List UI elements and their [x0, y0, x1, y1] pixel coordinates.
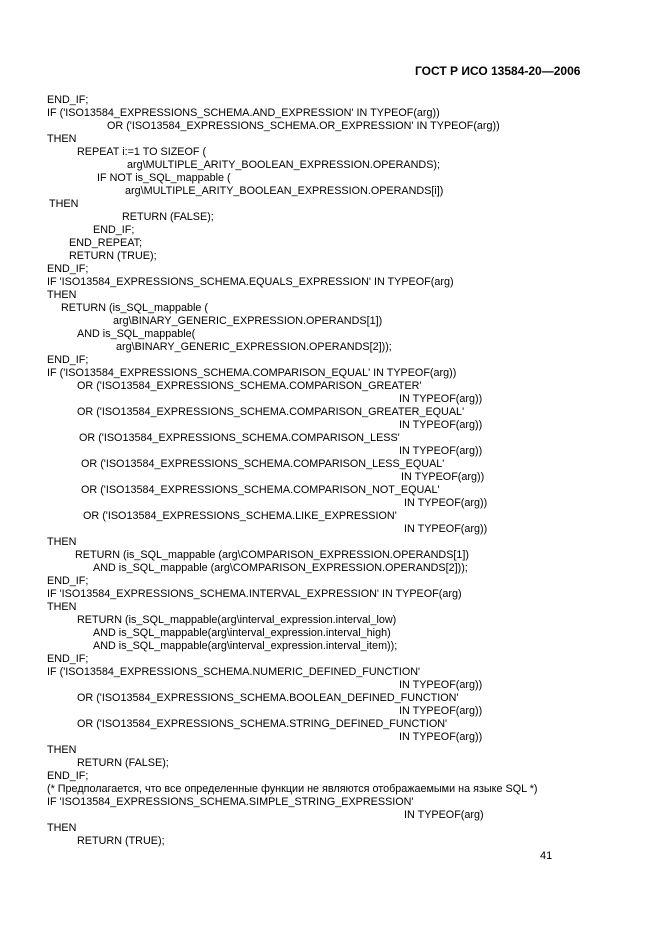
document-header: ГОСТ Р ИСО 13584-20—2006: [415, 64, 581, 78]
code-line: RETURN (TRUE);: [77, 835, 165, 847]
code-line: END_IF;: [47, 263, 89, 275]
code-line: THEN: [47, 822, 77, 834]
code-line: END_REPEAT;: [69, 237, 142, 249]
code-line: IN TYPEOF(arg)): [399, 445, 483, 457]
code-line: OR ('ISO13584_EXPRESSIONS_SCHEMA.BOOLEAN_DEFINED_FUNCTION': [77, 692, 459, 704]
code-line: AND is_SQL_mappable (arg\COMPARISON_EXPRESSION.OPERANDS[2]));: [93, 562, 468, 574]
code-line: arg\MULTIPLE_ARITY_BOOLEAN_EXPRESSION.OPERANDS[i]): [125, 185, 444, 197]
code-line: RETURN (FALSE);: [77, 757, 169, 769]
code-line: IN TYPEOF(arg): [404, 809, 484, 821]
code-line: IF NOT is_SQL_mappable (: [97, 172, 231, 184]
code-line: OR ('ISO13584_EXPRESSIONS_SCHEMA.COMPARISON_NOT_EQUAL': [81, 484, 440, 496]
code-line: AND is_SQL_mappable(: [77, 328, 196, 340]
code-line: THEN: [47, 536, 77, 548]
code-line: AND is_SQL_mappable(arg\interval_expression.interval_high): [93, 627, 391, 639]
code-line: END_IF;: [47, 575, 89, 587]
code-line: RETURN (is_SQL_mappable(arg\interval_expression.interval_low): [77, 614, 397, 626]
code-line: arg\BINARY_GENERIC_EXPRESSION.OPERANDS[2]));: [116, 341, 392, 353]
code-line: IN TYPEOF(arg)): [401, 471, 485, 483]
code-line: IN TYPEOF(arg)): [399, 419, 483, 431]
code-line: OR ('ISO13584_EXPRESSIONS_SCHEMA.COMPARISON_GREATER': [77, 380, 422, 392]
code-line: AND is_SQL_mappable(arg\interval_expression.interval_item));: [93, 640, 398, 652]
code-line: IN TYPEOF(arg)): [399, 731, 483, 743]
code-line: IF 'ISO13584_EXPRESSIONS_SCHEMA.SIMPLE_STRING_EXPRESSION': [47, 796, 414, 808]
code-line: END_IF;: [47, 94, 89, 106]
code-line: IN TYPEOF(arg)): [399, 393, 483, 405]
code-line: THEN: [47, 289, 77, 301]
code-line: RETURN (is_SQL_mappable (arg\COMPARISON_EXPRESSION.OPERANDS[1]): [75, 549, 469, 561]
code-line: END_IF;: [47, 354, 89, 366]
code-line: END_IF;: [47, 653, 89, 665]
code-line: RETURN (is_SQL_mappable (: [61, 302, 209, 314]
code-line: IF ('ISO13584_EXPRESSIONS_SCHEMA.COMPARISON_EQUAL' IN TYPEOF(arg)): [47, 367, 457, 379]
code-line: IF 'ISO13584_EXPRESSIONS_SCHEMA.INTERVAL_EXPRESSION' IN TYPEOF(arg): [47, 588, 462, 600]
code-line: OR ('ISO13584_EXPRESSIONS_SCHEMA.STRING_DEFINED_FUNCTION': [77, 718, 448, 730]
code-line: IF ('ISO13584_EXPRESSIONS_SCHEMA.AND_EXPRESSION' IN TYPEOF(arg)): [47, 107, 440, 119]
code-line: IN TYPEOF(arg)): [399, 705, 483, 717]
code-line: THEN: [49, 198, 79, 210]
code-line: IN TYPEOF(arg)): [404, 523, 488, 535]
code-line: THEN: [47, 133, 77, 145]
code-line: OR ('ISO13584_EXPRESSIONS_SCHEMA.COMPARISON_LESS_EQUAL': [81, 458, 445, 470]
code-line: IF ('ISO13584_EXPRESSIONS_SCHEMA.NUMERIC_DEFINED_FUNCTION': [47, 666, 421, 678]
code-line: THEN: [47, 601, 77, 613]
code-line: (* Предполагается, что все определенные функции не являются отображаемыми на языке SQL *): [47, 783, 538, 795]
code-line: IN TYPEOF(arg)): [404, 497, 488, 509]
code-line: END_IF;: [93, 224, 135, 236]
code-line: IF 'ISO13584_EXPRESSIONS_SCHEMA.EQUALS_EXPRESSION' IN TYPEOF(arg): [47, 276, 454, 288]
code-line: OR ('ISO13584_EXPRESSIONS_SCHEMA.COMPARISON_GREATER_EQUAL': [77, 406, 465, 418]
code-line: OR ('ISO13584_EXPRESSIONS_SCHEMA.OR_EXPRESSION' IN TYPEOF(arg)): [107, 120, 500, 132]
code-line: THEN: [47, 744, 77, 756]
page-number: 41: [540, 850, 553, 862]
code-line: arg\BINARY_GENERIC_EXPRESSION.OPERANDS[1]): [113, 315, 383, 327]
code-line: REPEAT i:=1 TO SIZEOF (: [77, 146, 207, 158]
code-line: RETURN (FALSE);: [122, 211, 214, 223]
code-line: RETURN (TRUE);: [69, 250, 157, 262]
code-line: IN TYPEOF(arg)): [399, 679, 483, 691]
code-line: END_IF;: [47, 770, 89, 782]
code-line: OR ('ISO13584_EXPRESSIONS_SCHEMA.COMPARISON_LESS': [79, 432, 400, 444]
code-line: arg\MULTIPLE_ARITY_BOOLEAN_EXPRESSION.OPERANDS);: [127, 159, 441, 171]
code-line: OR ('ISO13584_EXPRESSIONS_SCHEMA.LIKE_EXPRESSION': [83, 510, 397, 522]
